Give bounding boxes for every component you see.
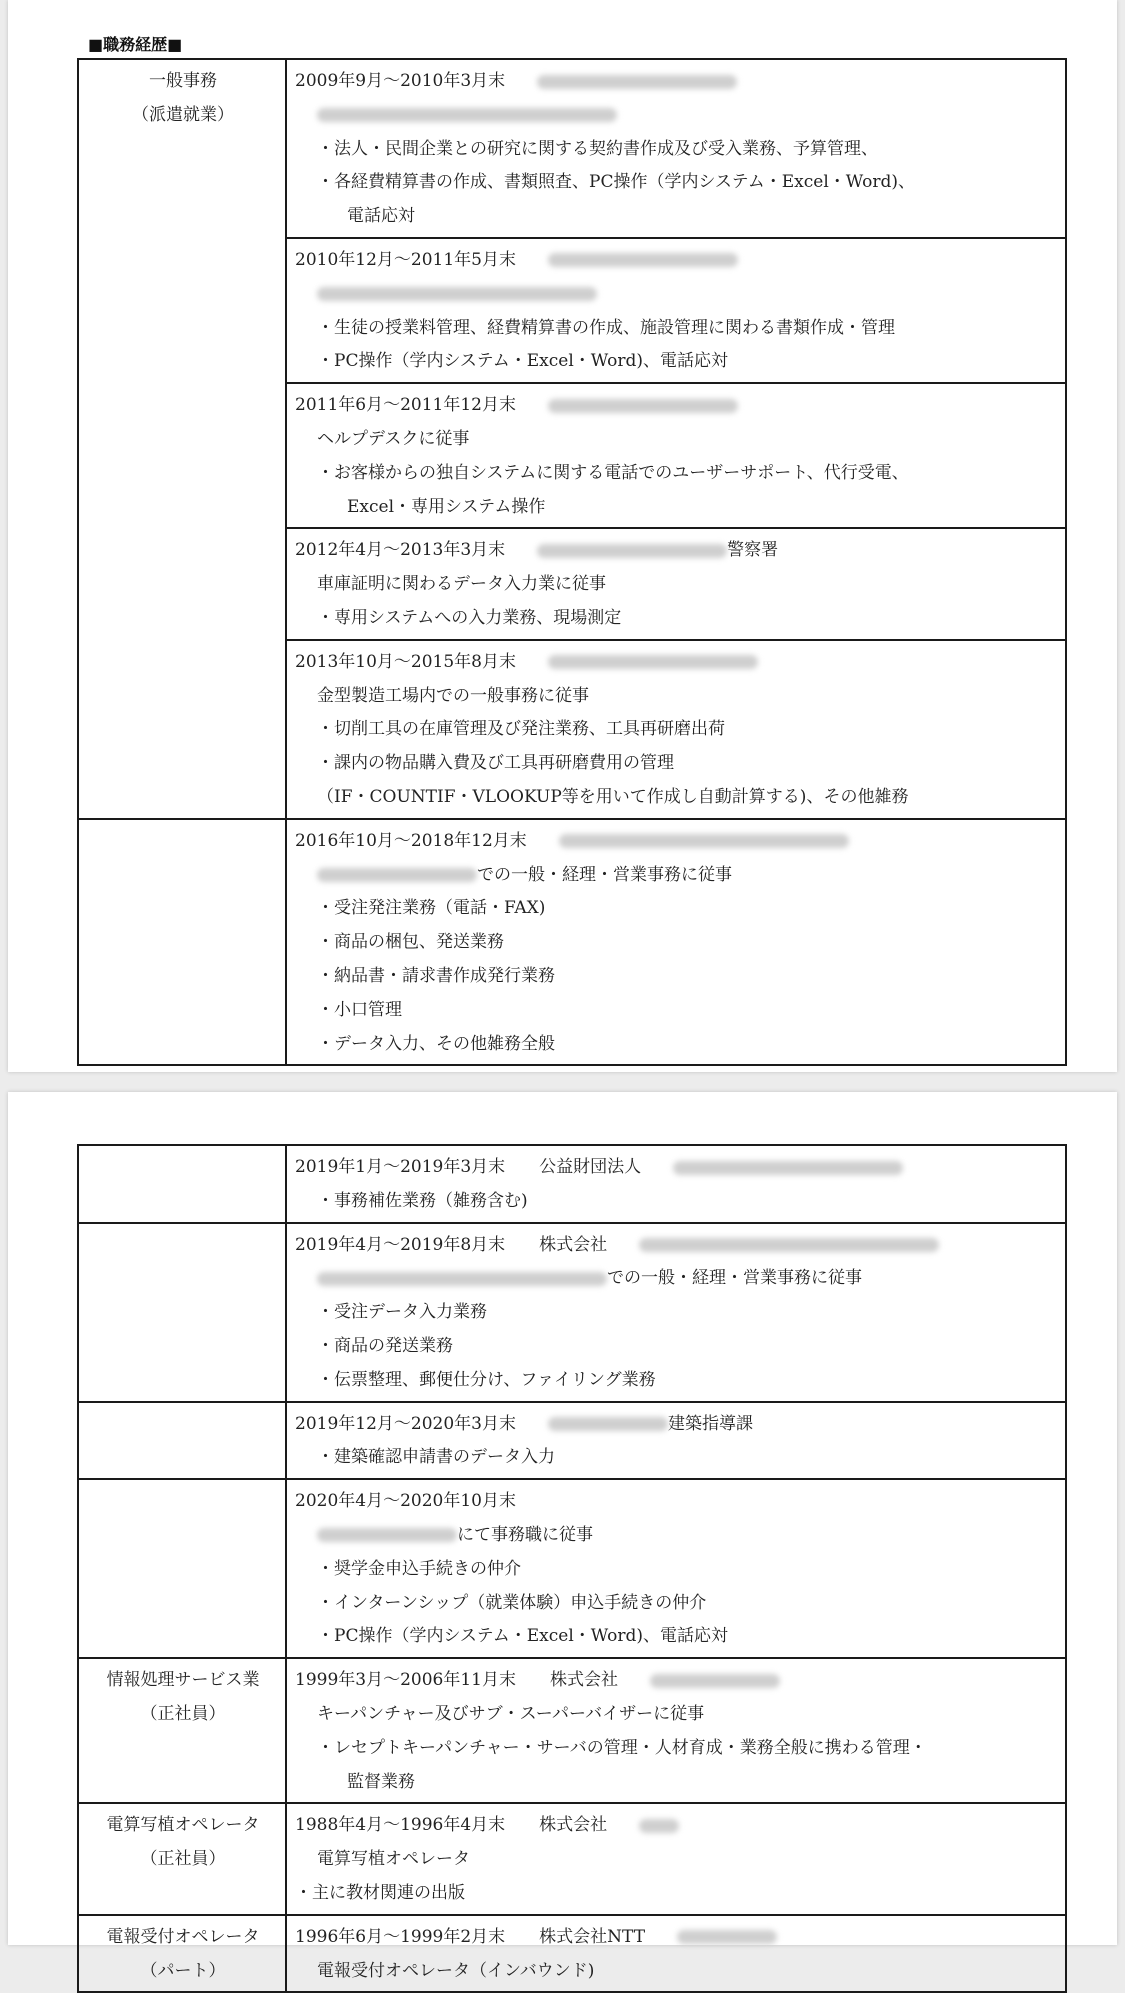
job-period — [295, 1151, 1059, 1185]
job-description-line — [295, 312, 1059, 346]
document-page-1 — [8, 0, 1117, 1072]
line-text: 2013年10月～2015年8月末 — [295, 651, 516, 672]
line-text: 2016年10月～2018年12月末 — [295, 830, 527, 851]
line-text: 2020年4月～2020年10月末 — [295, 1491, 516, 1512]
category-cell — [78, 59, 286, 819]
line-text: 2011年6月～2011年12月末 — [295, 395, 516, 416]
job-period — [295, 1921, 1059, 1955]
line-text: ・奨学金申込手続きの仲介 — [317, 1558, 521, 1579]
job-description-line — [295, 1620, 1059, 1654]
job-period — [295, 646, 1059, 680]
job-period — [295, 1664, 1059, 1698]
job-period — [295, 1229, 1059, 1263]
line-text: ・受注発注業務（電話・FAX) — [317, 898, 546, 919]
redacted-text — [650, 1674, 780, 1688]
job-description-line — [295, 278, 1059, 312]
job-detail-cell — [286, 59, 1066, 238]
history-row — [78, 1915, 1066, 1993]
line-text: にて事務職に従事 — [457, 1524, 593, 1545]
work-history-table — [77, 58, 1067, 1066]
category-cell — [78, 1223, 286, 1402]
job-description-line — [295, 1587, 1059, 1621]
line-text-after: 建築指導課 — [667, 1413, 753, 1434]
line-text: での一般・経理・営業事務に従事 — [477, 864, 732, 885]
job-period — [295, 244, 1059, 278]
redacted-text — [537, 75, 737, 89]
job-description-line — [295, 960, 1059, 994]
line-text: ・法人・民間企業との研究に関する契約書作成及び受入業務、予算管理、 — [317, 138, 878, 159]
line-text: ・事務補佐業務（雑務含む) — [317, 1190, 528, 1211]
job-detail-cell — [286, 1479, 1066, 1658]
category-cell — [78, 1479, 286, 1658]
line-text-after: 警察署 — [727, 540, 779, 561]
line-text: （IF・COUNTIF・VLOOKUP等を用いて作成し自動計算する)、その他雑務 — [317, 786, 909, 807]
redacted-text — [317, 1528, 457, 1542]
line-text: 1996年6月～1999年2月末 株式会社NTT — [295, 1926, 646, 1947]
history-row — [78, 819, 1066, 1066]
category-cell — [78, 1803, 286, 1914]
work-history-table-continued — [77, 1144, 1067, 1993]
job-description-line — [295, 99, 1059, 133]
job-description-line — [295, 994, 1059, 1028]
job-description-line — [295, 491, 1059, 525]
history-row — [78, 1479, 1066, 1658]
line-text: 2019年1月～2019年3月末 公益財団法人 — [295, 1157, 642, 1177]
job-detail-cell — [286, 1402, 1066, 1480]
category-label: （パート） — [140, 1960, 226, 1981]
redacted-text — [639, 1238, 939, 1252]
job-description-line — [295, 1185, 1059, 1219]
job-description-line — [295, 166, 1059, 200]
job-description-line — [295, 1262, 1059, 1296]
job-description-line — [295, 423, 1059, 457]
job-description-line — [295, 781, 1059, 815]
category-label: （派遣就業） — [132, 104, 234, 125]
job-period — [295, 389, 1059, 423]
job-description-line — [295, 602, 1059, 636]
job-description-line — [295, 345, 1059, 379]
redacted-text — [548, 399, 738, 413]
line-text: ・PC操作（学内システム・Excel・Word)、電話応対 — [317, 351, 728, 372]
redacted-text — [548, 1417, 668, 1431]
job-period — [295, 1485, 1059, 1519]
redacted-text — [639, 1819, 679, 1833]
line-text: ・建築確認申請書のデータ入力 — [317, 1447, 555, 1468]
job-detail-cell — [286, 238, 1066, 383]
redacted-text — [317, 287, 597, 301]
job-detail-cell — [286, 640, 1066, 819]
line-text: ・小口管理 — [317, 999, 402, 1020]
category-label: 一般事務 — [149, 71, 217, 91]
job-description-line — [295, 1519, 1059, 1553]
line-text: ・主に教材関連の出版 — [295, 1882, 465, 1903]
job-description-line — [295, 133, 1059, 167]
history-row — [78, 1803, 1066, 1914]
line-text: ・インターンシップ（就業体験）申込手続きの仲介 — [317, 1592, 707, 1613]
job-description-line — [295, 1330, 1059, 1364]
job-period — [295, 65, 1059, 99]
job-description-line — [295, 1877, 1059, 1911]
line-text: ・伝票整理、郵便仕分け、ファイリング業務 — [317, 1369, 656, 1390]
line-text: 1988年4月～1996年4月末 株式会社 — [295, 1815, 608, 1836]
job-detail-cell — [286, 1915, 1066, 1993]
line-text: 電算写植オペレータ — [317, 1849, 470, 1870]
job-description-line — [295, 680, 1059, 714]
job-description-line — [295, 859, 1059, 893]
job-detail-cell — [286, 1223, 1066, 1402]
line-text: ヘルプデスクに従事 — [317, 428, 470, 449]
job-description-line — [295, 457, 1059, 491]
job-description-line — [295, 892, 1059, 926]
line-text: ・レセプトキーパンチャー・サーバの管理・人材育成・業務全般に携わる管理・ — [317, 1737, 927, 1758]
category-cell — [78, 1402, 286, 1480]
line-text: ・納品書・請求書作成発行業務 — [317, 965, 555, 986]
job-description-line — [295, 1296, 1059, 1330]
redacted-text — [537, 544, 727, 558]
history-row — [78, 1145, 1066, 1223]
job-description-line — [295, 568, 1059, 602]
line-text: 金型製造工場内での一般事務に従事 — [317, 685, 589, 706]
line-text: ・受注データ入力業務 — [317, 1302, 487, 1323]
category-cell — [78, 1145, 286, 1223]
line-text: キーパンチャー及びサブ・スーパーバイザーに従事 — [317, 1703, 705, 1724]
job-description-line — [295, 1766, 1059, 1800]
line-text: 監督業務 — [347, 1771, 415, 1792]
line-text: 車庫証明に関わるデータ入力業に従事 — [317, 574, 606, 595]
job-description-line — [295, 926, 1059, 960]
line-text: Excel・専用システム操作 — [347, 496, 546, 517]
redacted-text — [559, 834, 849, 848]
line-text: ・専用システムへの入力業務、現場測定 — [317, 607, 622, 628]
job-period — [295, 1809, 1059, 1843]
job-description-line — [295, 747, 1059, 781]
line-text: ・切削工具の在庫管理及び発注業務、工具再研磨出荷 — [317, 719, 725, 740]
redacted-text — [317, 108, 617, 122]
category-label: 電報受付オペレータ — [106, 1926, 260, 1947]
line-text: 電報受付オペレータ（インバウンド) — [317, 1960, 595, 1981]
job-detail-cell — [286, 1803, 1066, 1914]
redacted-text — [548, 253, 738, 267]
line-text: 2019年12月～2020年3月末 — [295, 1413, 516, 1434]
line-text: ・商品の梱包、発送業務 — [317, 932, 504, 953]
job-description-line — [295, 713, 1059, 747]
job-period — [295, 1408, 1059, 1442]
job-description-line — [295, 1028, 1059, 1062]
history-row — [78, 1402, 1066, 1480]
history-row — [78, 1658, 1066, 1803]
line-text: ・生徒の授業料管理、経費精算書の作成、施設管理に関わる書類作成・管理 — [317, 317, 895, 338]
category-label: （正社員） — [140, 1849, 226, 1870]
category-label: 情報処理サービス業 — [106, 1670, 260, 1691]
job-detail-cell — [286, 1145, 1066, 1223]
category-label: （正社員） — [140, 1703, 226, 1724]
line-text: ・各経費精算書の作成、書類照査、PC操作（学内システム・Excel・Word)、 — [317, 172, 915, 193]
line-text: 電話応対 — [347, 206, 415, 227]
line-text: ・お客様からの独自システムに関する電話でのユーザーサポート、代行受電、 — [317, 462, 909, 483]
line-text: 2019年4月～2019年8月末 株式会社 — [295, 1234, 608, 1255]
document-page-2 — [8, 1092, 1117, 1981]
line-text: での一般・経理・営業事務に従事 — [607, 1268, 862, 1289]
line-text: ・PC操作（学内システム・Excel・Word)、電話応対 — [317, 1626, 728, 1647]
job-description-line — [295, 1553, 1059, 1587]
line-text: 2012年4月～2013年3月末 — [295, 540, 506, 561]
job-description-line — [295, 1955, 1059, 1989]
line-text: ・課内の物品購入費及び工具再研磨費用の管理 — [317, 753, 674, 774]
redacted-text — [317, 868, 477, 882]
redacted-text — [548, 655, 758, 669]
redacted-text — [317, 1272, 607, 1286]
job-description-line — [295, 1441, 1059, 1475]
job-detail-cell — [286, 383, 1066, 528]
redacted-text — [677, 1930, 777, 1944]
category-cell — [78, 1658, 286, 1803]
job-period — [295, 534, 1059, 568]
job-description-line — [295, 1732, 1059, 1766]
job-detail-cell — [286, 819, 1066, 1066]
section-title: ■職務経歴■ — [88, 35, 183, 54]
line-text: 2009年9月～2010年3月末 — [295, 71, 506, 91]
redacted-text — [673, 1161, 903, 1175]
job-description-line — [295, 200, 1059, 234]
job-detail-cell — [286, 528, 1066, 639]
job-description-line — [295, 1364, 1059, 1398]
line-text: ・データ入力、その他雑務全般 — [317, 1033, 555, 1054]
job-description-line — [295, 1843, 1059, 1877]
category-label: 電算写植オペレータ — [106, 1815, 260, 1836]
line-text: 1999年3月～2006年11月末 株式会社 — [295, 1670, 618, 1691]
category-cell — [78, 1915, 286, 1993]
job-description-line — [295, 1698, 1059, 1732]
job-detail-cell — [286, 1658, 1066, 1803]
line-text: 2010年12月～2011年5月末 — [295, 249, 516, 270]
line-text: ・商品の発送業務 — [317, 1335, 453, 1356]
history-row — [78, 59, 1066, 238]
job-period — [295, 825, 1059, 859]
category-cell — [78, 819, 286, 1066]
history-row — [78, 1223, 1066, 1402]
